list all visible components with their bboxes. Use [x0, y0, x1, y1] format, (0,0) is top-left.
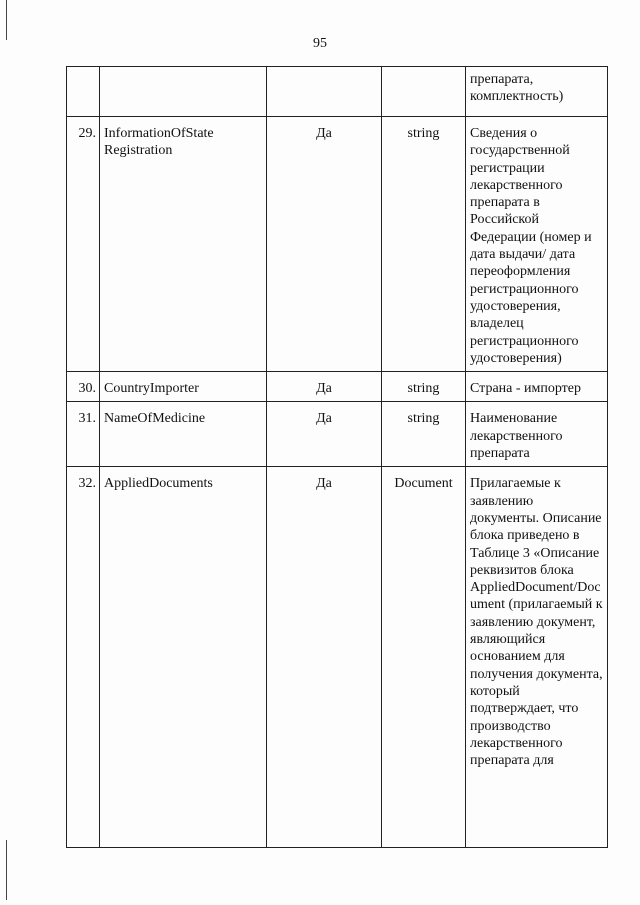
requisites-table: [66, 66, 608, 848]
page-number: 95: [313, 36, 327, 51]
required-flag: Да: [267, 117, 382, 372]
field-name: NameOfMedicine: [100, 402, 267, 467]
field-type: Document: [382, 467, 466, 848]
table-row: [67, 467, 608, 848]
field-name: InformationOfState Registration: [100, 117, 267, 372]
table-row: [67, 117, 608, 372]
field-description: Страна - импортер: [466, 372, 608, 402]
scan-edge-mark: [6, 0, 7, 40]
field-name: [100, 67, 267, 117]
field-type: string: [382, 372, 466, 402]
required-flag: Да: [267, 467, 382, 848]
required-flag: Да: [267, 402, 382, 467]
field-name: AppliedDocuments: [100, 467, 267, 848]
table-row: [67, 372, 608, 402]
required-flag: Да: [267, 372, 382, 402]
field-type: string: [382, 402, 466, 467]
field-type: [382, 67, 466, 117]
table-row: [67, 402, 608, 467]
field-description: Сведения о государственной регистрации лекарственного препарата в Российской Федерации (номер и дата выдачи/ дата переоформления регистрационного удостоверения, владелец регистрационного удостоверения): [466, 117, 608, 372]
field-type: string: [382, 117, 466, 372]
row-number: 29.: [67, 117, 100, 372]
required-flag: [267, 67, 382, 117]
field-description: Наименование лекарственного препарата: [466, 402, 608, 467]
field-name: CountryImporter: [100, 372, 267, 402]
field-description: Прилагаемые к заявлению документы. Описание блока приведено в Таблице 3 «Описание реквизитов блока AppliedDocument/Document (прилагаемый к заявлению документ, являющийся основанием для получения документа, который подтверждает, что производство лекарственного препарата для: [466, 467, 608, 848]
row-number: 30.: [67, 372, 100, 402]
field-description: препарата, комплектность): [466, 67, 608, 117]
row-number: 32.: [67, 467, 100, 848]
table-row: [67, 67, 608, 117]
scan-edge-mark: [6, 840, 7, 900]
row-number: [67, 67, 100, 117]
row-number: 31.: [67, 402, 100, 467]
